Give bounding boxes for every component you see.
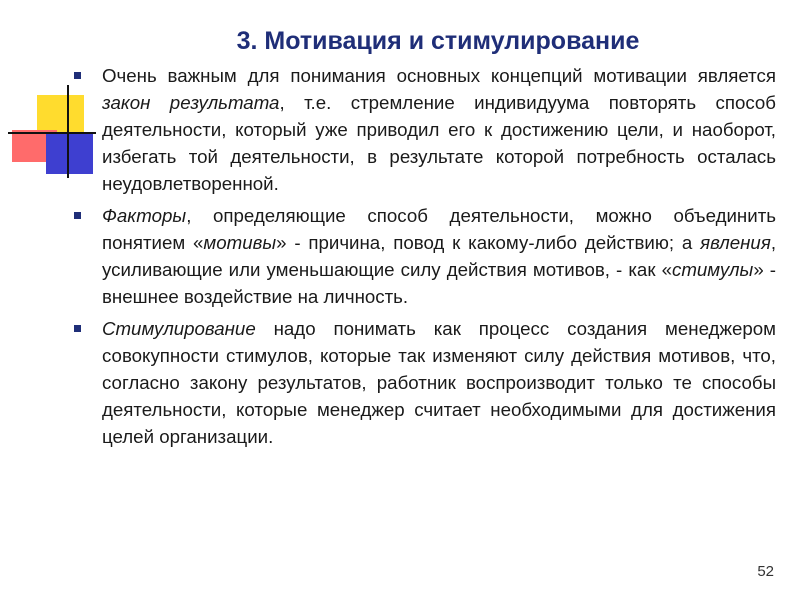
page-number: 52 (757, 563, 774, 580)
square-bullet-icon (74, 325, 81, 332)
bullet-text-part: надо понимать как процесс создания менеджером совокупности стимулов, которые так изменяют силу действия мотивов, что, согласно закону результатов, работник воспроизводит только те способы деятельности, которые менеджер считает необходимыми для достижения целей организации. (102, 318, 776, 447)
slide-title: 3. Мотивация и стимулирование (236, 27, 640, 55)
bullet-text-part-italic: стимулы (671, 259, 754, 280)
bullet-item (74, 62, 776, 197)
bullet-item (74, 315, 776, 450)
bullet-item (74, 202, 776, 310)
bullet-list (74, 62, 776, 455)
square-bullet-icon (74, 212, 81, 219)
bullet-text-part: , т.е. стремление индивидуума повторять способ деятельности, который уже приводил его к достижению цели, и наоборот, избегать той деятельности, в результате которой потребность осталась неудовлетворенной. (102, 92, 776, 194)
bullet-text-part: Очень важным для понимания основных концепций мотивации является (102, 65, 776, 86)
bullet-text-part-italic: закон результата (102, 92, 280, 113)
bullet-text-part: » - внешнее воздействие на личность. (102, 259, 776, 307)
bullet-text-part-italic: Стимулирование (102, 318, 256, 339)
square-bullet-icon (74, 72, 81, 79)
bullet-text-part: , усиливающие или уменьшающие силу действия мотивов, - как « (102, 232, 777, 280)
bullet-text-part-italic: Факторы (102, 205, 187, 226)
bullet-text-part-italic: мотивы (203, 232, 277, 253)
bullet-text-part-italic: явления (700, 232, 771, 253)
bullet-text-part: » - причина, повод к какому-либо действию; а (276, 232, 701, 253)
bullet-text-part: , определяющие способ деятельности, можно объединить понятием « (102, 205, 776, 253)
